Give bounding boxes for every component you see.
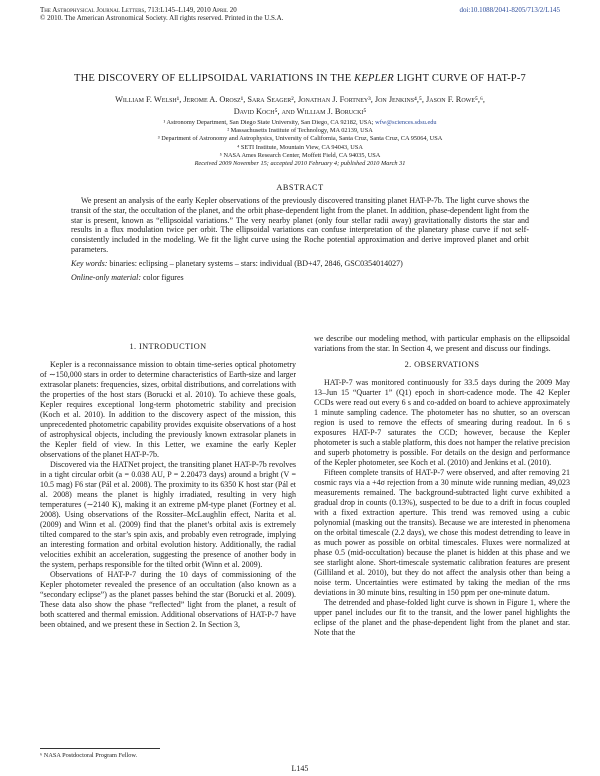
intro-paragraph-3: Observations of HAT-P-7 during the 10 days of commissioning of the Kepler photometer revealed the presence of an occultation (also known as a “secondary eclipse”) as the planet passes behind the star (Borucki et al. 2009). These data also show the phase “reflected” light from the planet, a result of both scattered and thermal emission. Additional observations of HAT-P-7 have been obtained, and we present these in Section 2. In Section 3, <box>40 570 296 629</box>
affiliation-5: ⁵ NASA Ames Research Center, Moffett Field, CA 94035, USA <box>219 151 381 159</box>
affiliation-1: ¹ Astronomy Department, San Diego State University, San Diego, CA 92182, USA; wfw@sciences.sdsu.edu <box>163 119 437 126</box>
author-line-1: William F. Welsh¹, Jerome A. Orosz¹, Sara Seager², Jonathan J. Fortney³, Jon Jenkins⁴,⁵, Jason F. Rowe⁵,⁶, <box>115 95 485 104</box>
intro-paragraph-4: we describe our modeling method, with particular emphasis on the ellipsoidal variations from the star. In Section 4, we present and discuss our findings. <box>314 334 570 353</box>
author-list <box>50 94 550 118</box>
affiliations <box>60 119 540 168</box>
keywords: Key words: binaries: eclipsing – planetary systems – stars: individual (BD+47, 2846, GSC0354014027) <box>71 258 403 268</box>
email-link[interactable]: wfw@sciences.sdsu.edu <box>375 119 437 126</box>
doi-link[interactable]: doi:10.1088/2041-8205/713/2/L145 <box>459 6 560 14</box>
obs-paragraph-1: HAT-P-7 was monitored continuously for 33.5 days during the 2009 May 13–Jun 15 “Quarter 1” (Q1) epoch in short-cadence mode. The 42 Kepler CCDs were read out every 6 s and co-added on board to achieve approximately 1 minute sampling cadence. The photometer has no shutter, so an overscan region is used to remove the effects of smearing during readout. In 6 s exposures HAT-P-7 saturates the CCD; however, because the Kepler photometer is such a stable platform, this does not hamper the relative precision and superb photometry is possible. For details on the design and performance of the Kepler photometer, see Koch et al. (2010) and Jenkins et al. (2010). <box>314 378 570 467</box>
page-number: L145 <box>291 764 309 773</box>
author-line-2: David Koch⁵, and William J. Borucki⁵ <box>233 107 367 116</box>
abstract-block <box>71 196 529 282</box>
obs-paragraph-3: The detrended and phase-folded light curve is shown in Figure 1, where the upper panel includes our fit to the transit, and the lower panel highlights the eclipse of the planet and the phase-dependent light from the planet and star. Note that the <box>314 598 570 637</box>
section-heading-introduction: 1. INTRODUCTION <box>129 342 207 351</box>
abstract-text: We present an analysis of the early Kepler observations of the previously discovered transiting planet HAT-P-7b. The light curve shows the transit of the star, the occultation of the planet, and the orbit phase-dependent light from the planet. In addition, phase-dependent light from the star is present, known as “ellipsoidal variations.” The very nearby planet (only four stellar radii away) gravitationally distorts the star and results in a flux modulation twice per orbit. The ellipsoidal variations can confuse interpretation of the planetary phase curve if not self-consistently included in the modeling. We fit the light curve using the Roche potential approximation and derive improved planet and orbit parameters. <box>71 196 529 254</box>
affiliation-4: ⁴ SETI Institute, Mountain View, CA 94043, USA <box>237 143 363 151</box>
left-column <box>40 336 296 630</box>
footnote: ⁶ NASA Postdoctoral Program Fellow. <box>40 752 138 759</box>
received-dates: Received 2009 November 15; accepted 2010 February 4; published 2010 March 31 <box>194 160 406 168</box>
obs-paragraph-2: Fifteen complete transits of HAT-P-7 were observed, and after removing 21 cosmic rays via a +4σ rejection from a 30 minute wide running median, 49,023 measurements remained. The background-subtracted light curve exhibited a gradual drop in counts (0.13%), suspected to be due to a drift in focus coupled with a fixed extraction aperture. This trend was removed using a cubic polynomial (masking out the transits). Because we are interested in phenomena on the orbital timescale (2.2 days), we chose this modest detrending to leave in as much power as possible on orbital timescales. Fluxes were normalized at phase 0.5 (mid-occultation) because the planet is hidden at this phase and we see starlight alone. Short-timescale systematic calibration features are present (Gilliland et al. 2010), but they do not affect the analysis other than being a noise term. Uncertainties were estimated by taking the median of the rms deviations in 30 minute bins, resulting in 150 ppm per one-minute datum. <box>314 468 570 597</box>
copyright-line: © 2010. The American Astronomical Society. All rights reserved. Printed in the U.S.A. <box>40 14 284 22</box>
intro-paragraph-1: Kepler is a reconnaissance mission to obtain time-series optical photometry of ∼150,000 stars in order to determine characteristics of Earth-size and larger extrasolar planets: frequencies, sizes, orbital distributions, and correlations with the properties of the host stars (Borucki et al. 2010). To achieve these goals, Kepler requires exceptional long-term photometric stability and precision (Koch et al. 2010). In addition to the discovery aspect of the mission, this unprecedented photometric capability provides exquisite observations of a host of astrophysical objects, including the previously known extrasolar planets in the Kepler field of view. In this Letter, we examine the early Kepler observations of the planet HAT-P-7b. <box>40 360 296 459</box>
online-material: Online-only material: color figures <box>71 272 184 282</box>
right-column <box>314 334 570 638</box>
affiliation-2: ² Massachusetts Institute of Technology, MA 02139, USA <box>227 127 373 135</box>
affiliation-3: ³ Department of Astronomy and Astrophysics, University of California, Santa Cruz, Santa Cruz, CA 95064, USA <box>157 135 443 143</box>
journal-line: The Astrophysical Journal Letters, 713:L145–L149, 2010 April 20 <box>40 6 237 14</box>
running-header <box>40 6 283 22</box>
footnote-divider <box>40 748 160 749</box>
paper-title: THE DISCOVERY OF ELLIPSOIDAL VARIATIONS IN THE KEPLER LIGHT CURVE OF HAT-P-7 <box>74 73 526 84</box>
section-heading-observations: 2. OBSERVATIONS <box>404 360 480 369</box>
intro-paragraph-2: Discovered via the HATNet project, the transiting planet HAT-P-7b revolves in a tight circular orbit (a = 0.038 AU, P = 2.20473 days) around a bright (V = 10.5 mag) F6 star (Pál et al. 2008). The proximity to its 6350 K host star (Pál et al. 2008) means the planet is highly irradiated, resulting in very high temperatures (∼2140 K), making it an extreme pM-type planet (Fortney et al. 2008). Using observations of the Rossiter–McLaughlin effect, Narita et al. (2009) and Winn et al. (2009) find that the planet’s orbital axis is extremely tilted compared to the star’s spin axis, and probably even retrograde, implying an interesting formation and orbital evolution history. Additionally, the radial velocities exhibit an acceleration, suggesting the presence of another body in the system, perhaps responsible for the tilted orbit (Winn et al. 2009). <box>40 460 296 569</box>
abstract-heading: ABSTRACT <box>276 183 324 192</box>
